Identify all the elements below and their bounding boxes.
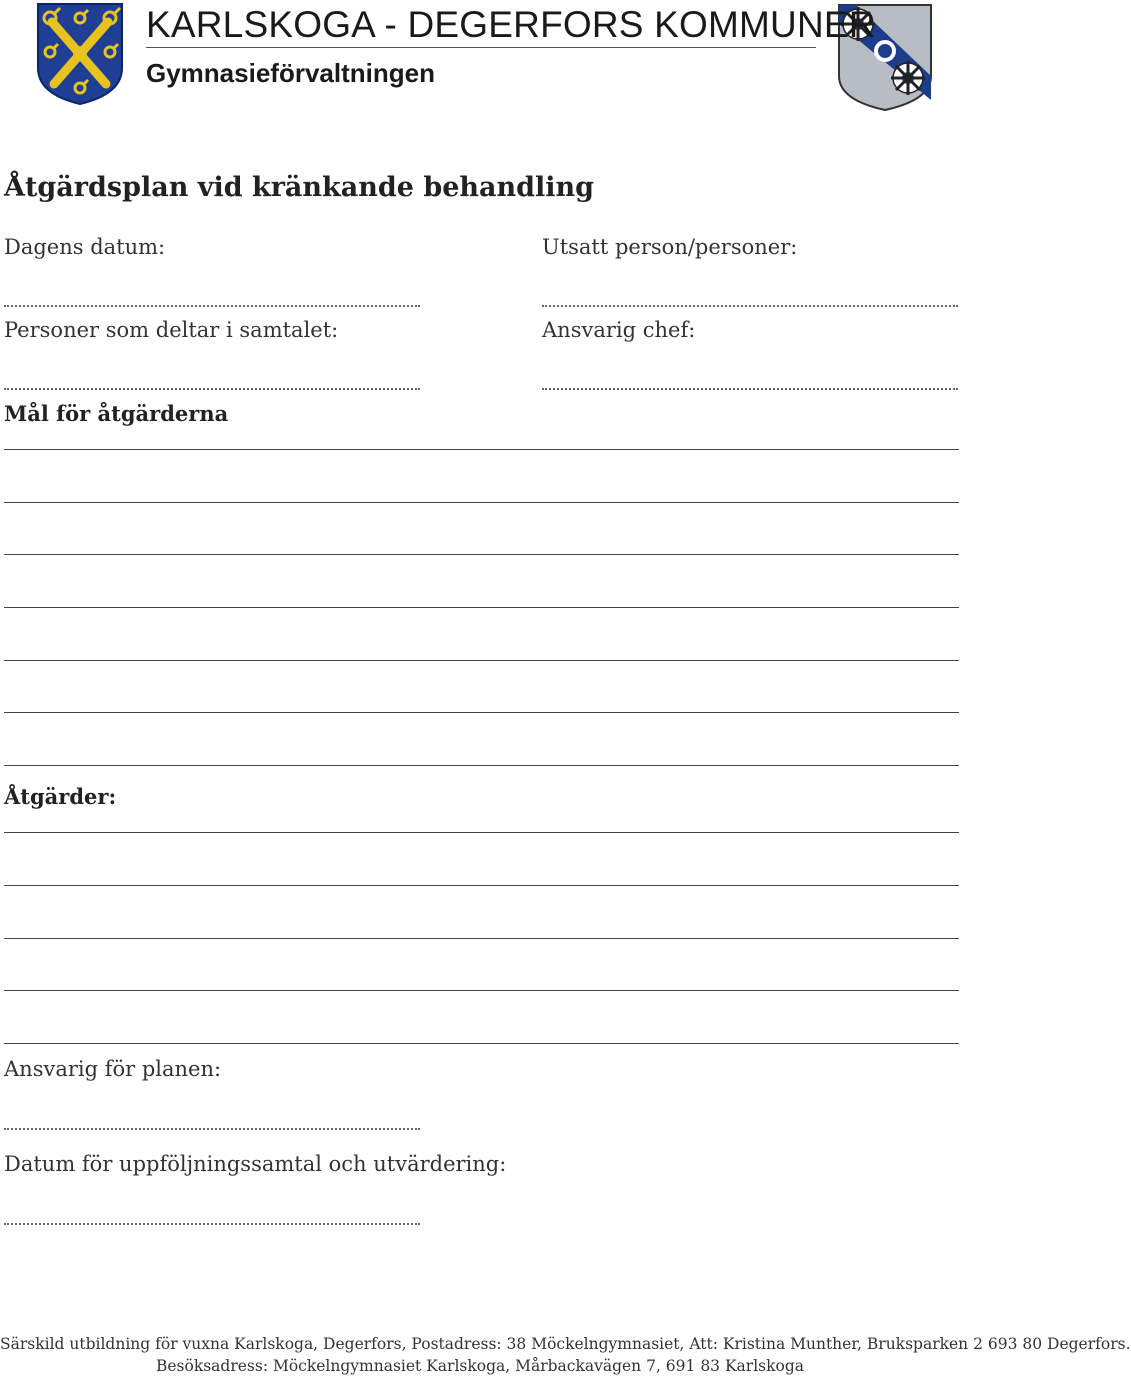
date-field[interactable] [4,305,420,307]
footer-visit-address: Besöksadress: Möckelngymnasiet Karlskoga, Mårbackavägen 7, 691 83 Karlskoga [155,1357,805,1375]
actions-heading: Åtgärder: [4,784,117,809]
participants-field[interactable] [4,388,420,390]
goals-line[interactable] [4,660,959,661]
followup-label: Datum för uppföljningssamtal och utvärdering: [4,1152,507,1176]
manager-label: Ansvarig chef: [542,318,696,342]
footer-postal-address: Särskild utbildning för vuxna Karlskoga, Degerfors, Postadress: 38 Möckelngymnasiet, Att: Kristina Munther, Bruksparken 2 693 80 Degerfors. [0,1335,1131,1353]
goals-heading: Mål för åtgärderna [4,401,229,426]
manager-field[interactable] [542,388,958,390]
actions-line[interactable] [4,990,959,991]
responsible-field[interactable] [4,1128,420,1130]
header-divider [146,47,816,48]
goals-line[interactable] [4,607,959,608]
goals-line[interactable] [4,449,959,450]
actions-line[interactable] [4,885,959,886]
participants-label: Personer som deltar i samtalet: [4,318,339,342]
victim-label: Utsatt person/personer: [542,235,798,259]
goals-line[interactable] [4,502,959,503]
responsible-label: Ansvarig för planen: [4,1057,222,1081]
date-label: Dagens datum: [4,235,166,259]
followup-field[interactable] [4,1223,420,1225]
document-title: Åtgärdsplan vid kränkande behandling [4,172,595,203]
actions-line[interactable] [4,832,959,833]
department-name: Gymnasieförvaltningen [146,58,435,88]
goals-line[interactable] [4,712,959,713]
actions-line[interactable] [4,1043,959,1044]
karlskoga-coat-of-arms-logo [36,2,124,106]
goals-line[interactable] [4,554,959,555]
actions-line[interactable] [4,938,959,939]
goals-line[interactable] [4,765,959,766]
victim-field[interactable] [542,305,958,307]
organization-name: KARLSKOGA - DEGERFORS KOMMUNER [146,4,876,45]
